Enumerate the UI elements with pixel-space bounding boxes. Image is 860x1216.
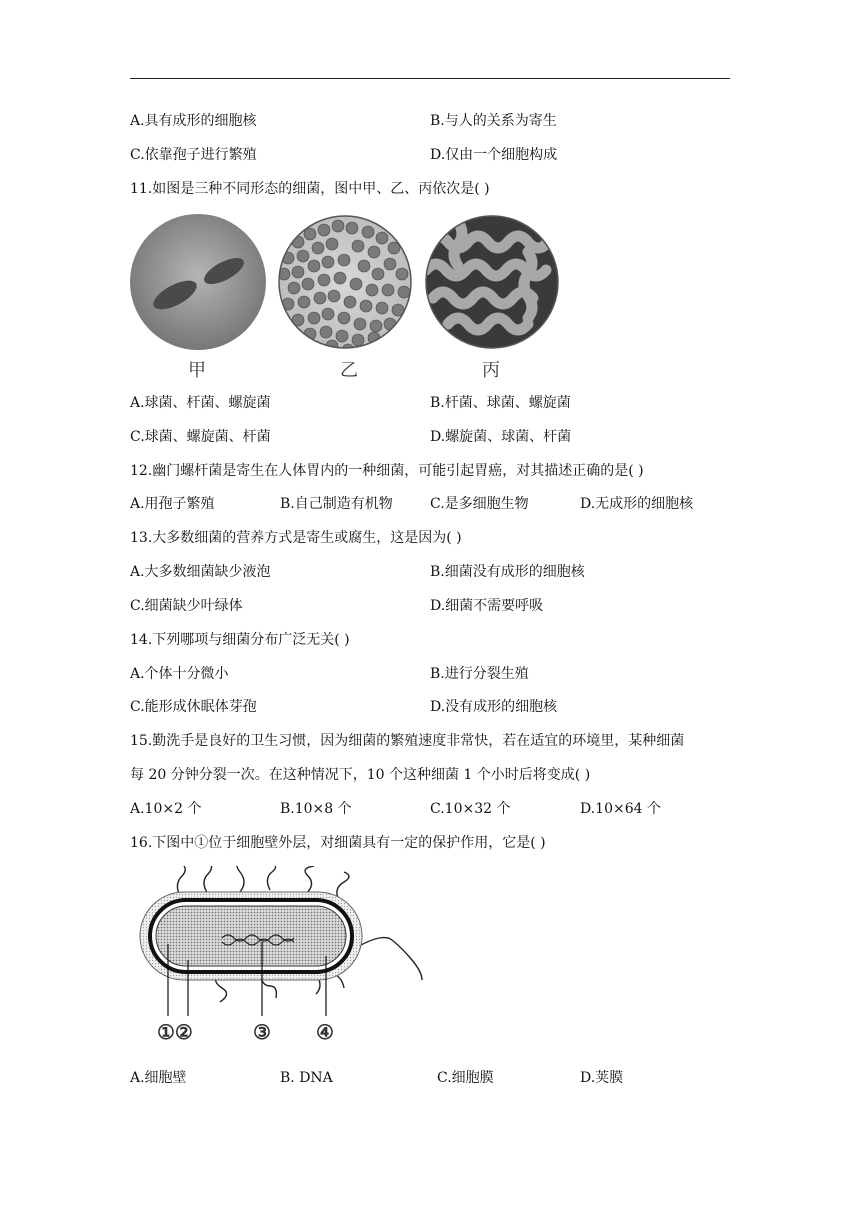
q12-option-b[interactable]: B.自己制造有机物 (280, 496, 393, 512)
q16-stem: 16.下图中①位于细胞壁外层，对细菌具有一定的保护作用，它是( ) (130, 835, 546, 851)
q15-option-c[interactable]: C.10×32 个 (430, 801, 511, 817)
diagram-label-4: ④ (316, 1020, 334, 1044)
q16-option-b[interactable]: B. DNA (280, 1070, 333, 1086)
q15-stem-line1: 15.勤洗手是良好的卫生习惯，因为细菌的繁殖速度非常快，若在适宜的环境里，某种细菌 (130, 733, 685, 749)
q11-option-a[interactable]: A.球菌、杆菌、螺旋菌 (130, 395, 271, 411)
q14-stem: 14.下列哪项与细菌分布广泛无关( ) (130, 632, 350, 648)
q12-option-c[interactable]: C.是多细胞生物 (430, 496, 529, 512)
q11-option-c[interactable]: C.球菌、螺旋菌、杆菌 (130, 429, 271, 445)
q11-stem: 11.如图是三种不同形态的细菌，图中甲、乙、丙依次是( ) (130, 181, 490, 197)
q15-option-d[interactable]: D.10×64 个 (580, 801, 661, 817)
q10-option-c[interactable]: C.依靠孢子进行繁殖 (130, 147, 257, 163)
q12-stem: 12.幽门螺杆菌是寄生在人体胃内的一种细菌，可能引起胃癌，对其描述正确的是( ) (130, 463, 644, 479)
q13-option-d[interactable]: D.细菌不需要呼吸 (430, 598, 544, 614)
figure-label-yi: 乙 (340, 360, 358, 381)
q14-option-b[interactable]: B.进行分裂生殖 (430, 666, 529, 682)
figure-label-jia: 甲 (188, 360, 206, 381)
q14-option-d[interactable]: D.没有成形的细胞核 (430, 699, 558, 715)
q13-option-c[interactable]: C.细菌缺少叶绿体 (130, 598, 243, 614)
q13-option-a[interactable]: A.大多数细菌缺少液泡 (130, 564, 271, 580)
q15-option-b[interactable]: B.10×8 个 (280, 801, 352, 817)
q14-option-a[interactable]: A.个体十分微小 (130, 666, 229, 682)
q15-option-a[interactable]: A.10×2 个 (130, 801, 202, 817)
cocci-bacteria-image (278, 216, 411, 356)
bacterium-structure-diagram (130, 866, 430, 1046)
diagram-label-3: ③ (253, 1020, 271, 1044)
q12-option-a[interactable]: A.用孢子繁殖 (130, 496, 215, 512)
q10-option-d[interactable]: D.仅由一个细胞构成 (430, 147, 558, 163)
q16-option-c[interactable]: C.细胞膜 (437, 1070, 494, 1086)
figure-label-bing: 丙 (482, 360, 500, 381)
q11-option-d[interactable]: D.螺旋菌、球菌、杆菌 (430, 429, 572, 445)
q16-option-d[interactable]: D.荚膜 (580, 1070, 624, 1086)
q10-option-b[interactable]: B.与人的关系为寄生 (430, 113, 557, 129)
diagram-label-1-2: ①② (157, 1020, 193, 1044)
q15-stem-line2: 每 20 分钟分裂一次。在这种情况下，10 个这种细菌 1 个小时后将变成( ) (130, 767, 591, 783)
q13-option-b[interactable]: B.细菌没有成形的细胞核 (430, 564, 585, 580)
rod-bacteria-image (130, 214, 266, 350)
q12-option-d[interactable]: D.无成形的细胞核 (580, 496, 694, 512)
q13-stem: 13.大多数细菌的营养方式是寄生或腐生，这是因为( ) (130, 530, 462, 546)
q16-option-a[interactable]: A.细胞壁 (130, 1070, 187, 1086)
q14-option-c[interactable]: C.能形成休眠体芽孢 (130, 699, 257, 715)
q10-option-a[interactable]: A.具有成形的细胞核 (130, 113, 257, 129)
header-rule (130, 78, 730, 79)
q11-option-b[interactable]: B.杆菌、球菌、螺旋菌 (430, 395, 571, 411)
